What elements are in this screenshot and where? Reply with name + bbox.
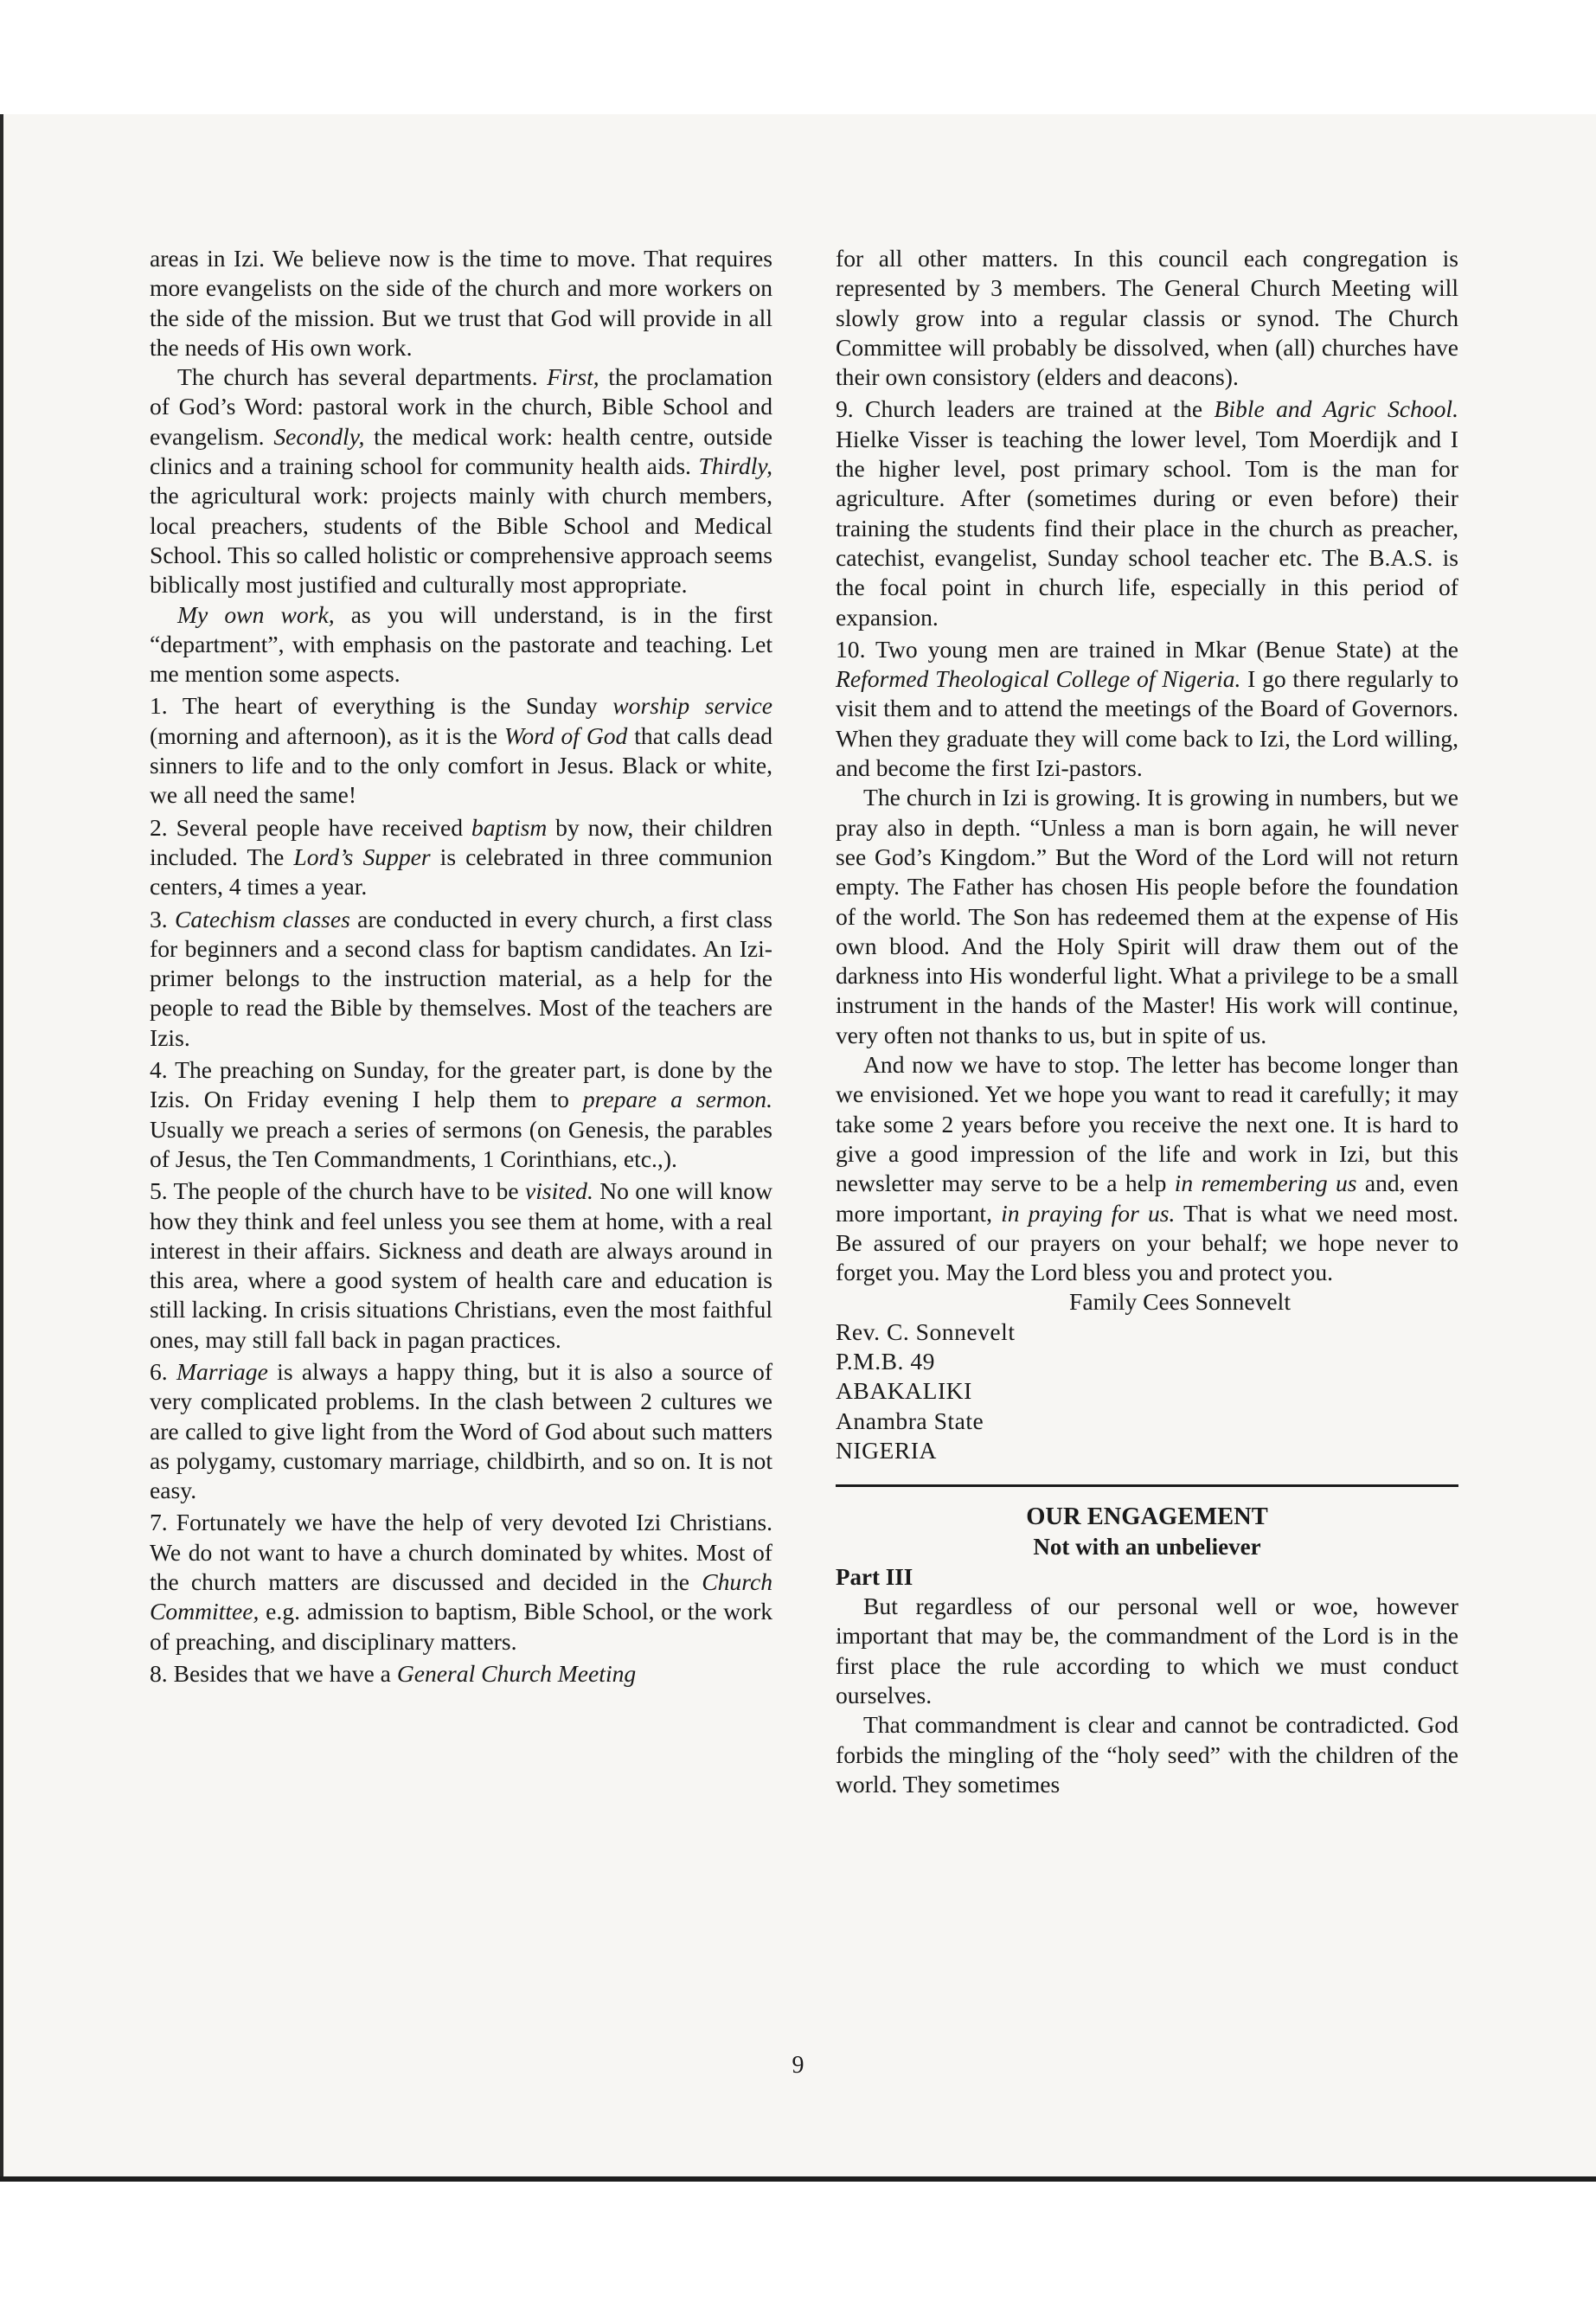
paragraph: areas in Izi. We believe now is the time to move. That requires more evangelists on the side of the church and more workers on the side of the mission. But we trust that God will provide in all the needs of His own work. [150, 245, 772, 361]
list-item: 9. Church leaders are trained at the Bible and Agric School. Hielke Visser is teaching the lower level, Tom Moerdijk and I the higher level, post primary school. Tom is the man for agriculture. After (sometimes during or even before) their training the students find their place in the church as preacher, catechist, evangelist, Sunday school teacher etc. The B.A.S. is the focal point in church life, especially in this period of expansion. [836, 395, 1458, 631]
paragraph: But regardless of our personal well or woe, however important that may be, the commandment of the Lord is in the first place the rule according to which we must conduct ourselves. [836, 1593, 1458, 1708]
address-line: P.M.B. 49 [836, 1347, 935, 1375]
list-item: 6. Marriage is always a happy thing, but it is also a source of very complicated problems. In the clash between 2 cultures we are called to give light from the Word of God about such matters as polygamy, customary marriage, childbirth, and so on. It is not easy. [150, 1357, 773, 1504]
section-part-label: Part III [836, 1563, 913, 1590]
section-subtitle: Not with an unbeliever [1033, 1534, 1261, 1561]
address-line: NIGERIA [836, 1436, 937, 1464]
list-item: 4. The preaching on Sunday, for the greater part, is done by the Izis. On Friday evening I help them to prepare a sermon. Usually we preach a series of sermons (on Genesis, the parables of Jesus, the Ten Commandments, 1 Corinthians, etc.,). [150, 1056, 772, 1172]
left-column [150, 244, 772, 1689]
address-line: Rev. C. Sonnevelt [836, 1317, 1016, 1345]
address-line: Anambra State [836, 1407, 984, 1434]
right-column [836, 244, 1458, 1799]
list-item: 3. Catechism classes are conducted in every church, a first class for beginners and a second class for baptism candidates. An Izi-primer belongs to the instruction material, as a help for the people to read the Bible by themselves. Most of the teachers are Izis. [150, 905, 772, 1051]
paragraph: And now we have to stop. The letter has become longer than we envisioned. Yet we hope you want to read it carefully; it may take some 2 years before you receive the next one. It is hard to give a good impression of the life and work in Izi, but this newsletter may serve to be a help in remembering us and, even more important, in praying for us. That is what we need most. Be assured of our prayers on your behalf; we hope never to forget you. May the Lord bless you and protect you. [836, 1051, 1458, 1286]
list-item: 8. Besides that we have a General Church Meeting [150, 1659, 637, 1687]
section-title: OUR ENGAGEMENT [1026, 1503, 1268, 1531]
paragraph: That commandment is clear and cannot be contradicted. God forbids the mingling of the “holy seed” with the children of the world. They sometimes [836, 1711, 1458, 1798]
list-item: 1. The heart of everything is the Sunday worship service (morning and afternoon), as it is the Word of God that calls dead sinners to life and to the only comfort in Jesus. Black or white, we all need the same! [150, 692, 772, 809]
paragraph: The church in Izi is growing. It is growing in numbers, but we pray also in depth. “Unless a man is born again, he will never see God’s Kingdom.” But the Word of the Lord will not return empty. The Father has chosen His people before the foundation of the world. The Son has redeemed them at the expense of His own blood. And the Holy Spirit will draw them out of the darkness into His wonderful light. What a privilege to be a small instrument in the hands of the Master! His work will continue, very often not thanks to us, but in spite of us. [836, 784, 1458, 1048]
list-item: 10. Two young men are trained in Mkar (Benue State) at the Reformed Theological College of Nigeria. I go there regularly to visit them and to attend the meetings of the Board of Governors. When they graduate they will come back to Izi, the Lord willing, and become the first Izi-pastors. [836, 635, 1458, 782]
section-divider [836, 1484, 1458, 1487]
list-item: 5. The people of the church have to be visited. No one will know how they think and feel unless you see them at home, with a real interest in their affairs. Sickness and death are always around in this area, where a good system of health care and education is still lacking. In crisis situations Christians, even the most faithful ones, may still fall back in pagan practices. [150, 1177, 773, 1353]
address-block [836, 1317, 1458, 1465]
address-line: ABAKALIKI [836, 1377, 972, 1405]
paragraph: for all other matters. In this council each congregation is represented by 3 members. The General Church Meeting will slowly grow into a regular classis or synod. The Church Committee will probably be dissolved, when (all) churches have their own consistory (elders and deacons). [836, 245, 1458, 391]
paragraph: My own work, as you will understand, is in the first “department”, with emphasis on the pastorate and teaching. Let me mention some aspects. [150, 600, 772, 688]
list-item: 7. Fortunately we have the help of very devoted Izi Christians. We do not want to have a church dominated by whites. Most of the church matters are discussed and decided in the Church Committee, e.g. admission to baptism, Bible School, or the work of preaching, and disciplinary matters. [150, 1509, 772, 1655]
scan-edge-left [0, 114, 3, 2182]
page-number: 9 [792, 2052, 804, 2079]
list-item: 2. Several people have received baptism by now, their children included. The Lord’s Supper is celebrated in three communion centers, 4 times a year. [150, 813, 772, 901]
paragraph: The church has several departments. First, the proclamation of God’s Word: pastoral work in the church, Bible School and evangelism. Secondly, the medical work: health centre, outside clinics and a training school for community health aids. Thirdly, the agricultural work: projects mainly with church members, local preachers, students of the Bible School and Medical School. This so called holistic or comprehensive approach seems biblically most justified and culturally most appropriate. [150, 363, 773, 599]
signature: Family Cees Sonnevelt [1069, 1288, 1291, 1316]
scan-edge-bottom [0, 2176, 1596, 2182]
